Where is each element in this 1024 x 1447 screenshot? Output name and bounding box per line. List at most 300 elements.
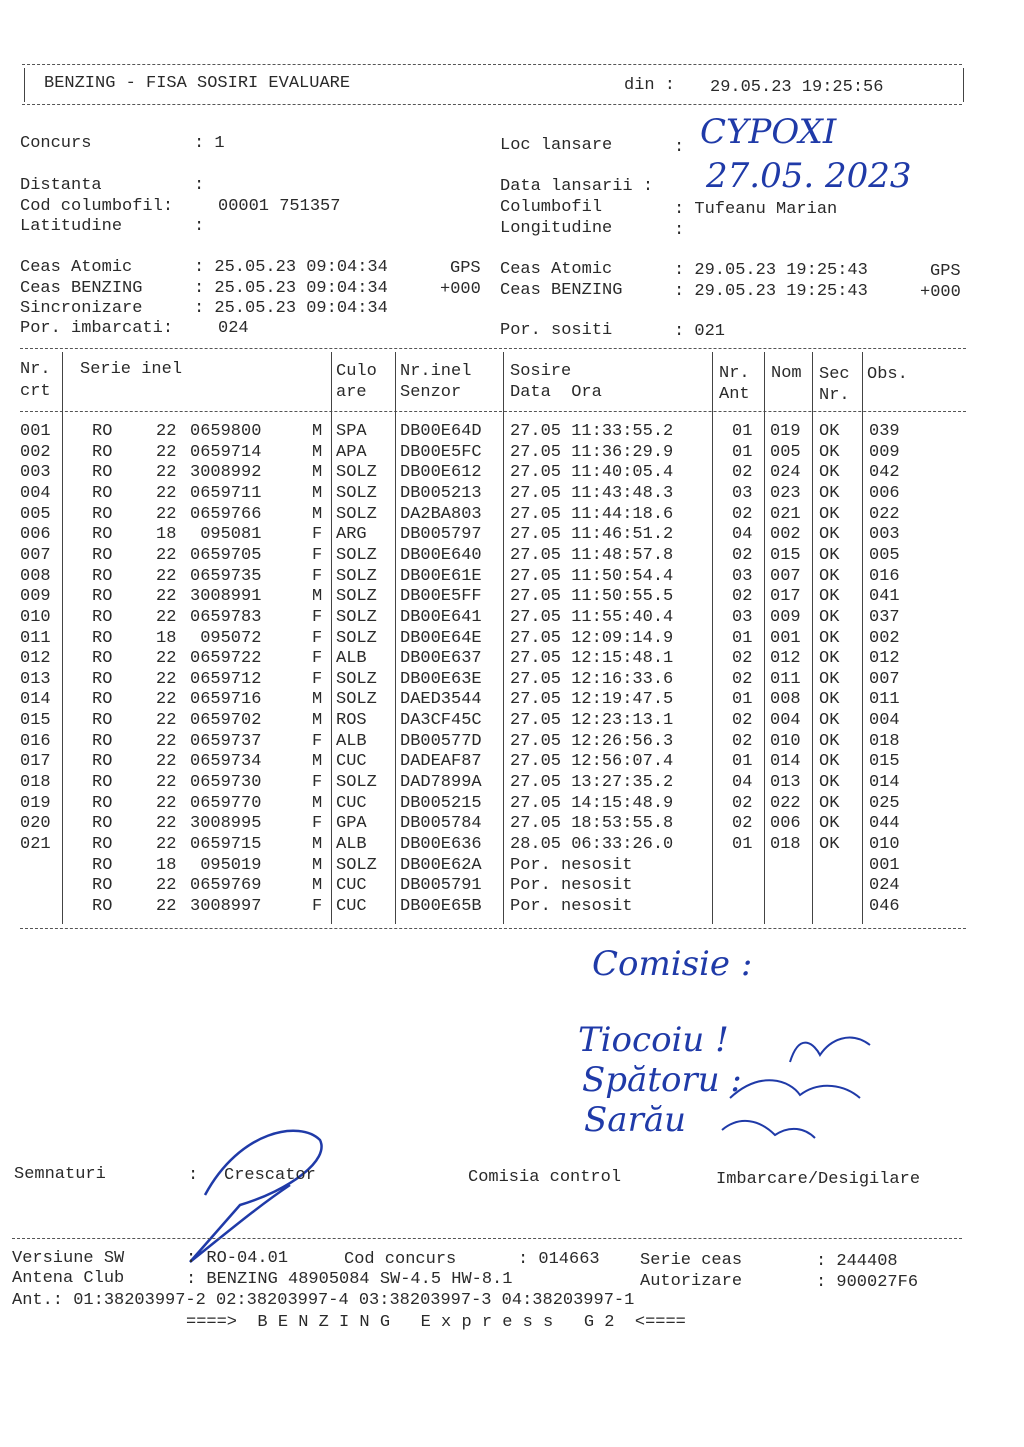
cell-country: RO	[92, 525, 113, 545]
cell-sensor: DB00E64D	[400, 422, 482, 441]
cell-sensor: DB005784	[400, 814, 482, 834]
cell-ring: 0659734	[190, 752, 262, 772]
cell-obs: 005	[869, 545, 900, 565]
cell-antenna: 02	[732, 793, 753, 813]
start-atomic-suffix: GPS	[450, 259, 481, 278]
cell-year: 22	[156, 422, 177, 441]
cell-antenna: 01	[732, 422, 753, 441]
longitudine-value: :	[674, 221, 685, 240]
cell-color: SOLZ	[336, 587, 377, 607]
hdr-culo-top: Culo	[336, 362, 377, 381]
cell-country: RO	[92, 814, 113, 834]
cell-ring: 3008995	[190, 814, 262, 834]
cell-sensor: DB005215	[400, 793, 482, 813]
cell-country: RO	[92, 483, 113, 503]
cell-antenna: 02	[732, 545, 753, 565]
cell-country: RO	[92, 690, 113, 710]
cell-sensor: DB00E640	[400, 545, 482, 565]
cell-antenna: 02	[732, 731, 753, 751]
cell-obs: 015	[869, 752, 900, 772]
cell-sex: F	[312, 525, 323, 545]
cell-antenna: 03	[732, 566, 753, 586]
cell-ring: 0659766	[190, 504, 262, 524]
table-row	[0, 463, 1024, 483]
cell-nom: 023	[770, 483, 801, 503]
cell-country: RO	[92, 731, 113, 751]
cell-year: 22	[156, 566, 177, 586]
cell-nom: 004	[770, 711, 801, 731]
semnaturi-label: Semnaturi	[14, 1165, 106, 1184]
cell-obs: 039	[869, 422, 900, 441]
cell-year: 22	[156, 835, 177, 854]
cell-nr: 003	[20, 463, 51, 483]
cell-country: RO	[92, 711, 113, 731]
cell-ring: 3008991	[190, 587, 262, 607]
cell-sec: OK	[819, 545, 840, 565]
cell-antenna: 01	[732, 442, 753, 462]
hdr-nrinel-bot: Senzor	[400, 383, 462, 402]
hdr-ant-top: Nr.	[719, 364, 750, 383]
cell-sec: OK	[819, 690, 840, 710]
cell-color: SOLZ	[336, 628, 377, 648]
latitudine-label: Latitudine	[20, 217, 123, 236]
antenna-list: Ant.: 01:38203997-2 02:38203997-4 03:38203997-3 04:38203997-1	[12, 1291, 635, 1310]
cell-sec: OK	[819, 669, 840, 689]
cell-sex: M	[312, 690, 323, 710]
cell-country: RO	[92, 566, 113, 586]
semnaturi-colon: :	[188, 1166, 199, 1185]
cell-sex: M	[312, 463, 323, 483]
cell-arrival: 27.05 11:40:05.4	[510, 463, 674, 483]
cell-nr: 016	[20, 731, 51, 751]
cell-antenna: 01	[732, 628, 753, 648]
cell-arrival: 27.05 12:19:47.5	[510, 690, 674, 710]
cell-arrival: 28.05 06:33:26.0	[510, 835, 674, 854]
cell-ring: 0659737	[190, 731, 262, 751]
cell-country: RO	[92, 835, 113, 854]
header-bottom-rule	[22, 104, 962, 105]
cell-obs: 041	[869, 587, 900, 607]
cell-ring: 095019	[190, 855, 262, 875]
cell-color: SOLZ	[336, 463, 377, 483]
imbarcati-value: 024	[218, 319, 249, 338]
cell-obs: 006	[869, 483, 900, 503]
din-label: din :	[624, 76, 676, 95]
cell-year: 22	[156, 504, 177, 524]
table-row	[0, 443, 1024, 463]
table-row	[0, 835, 1024, 855]
cell-sex: F	[312, 545, 323, 565]
cell-sex: F	[312, 731, 323, 751]
cell-sex: M	[312, 855, 323, 875]
cell-nom: 008	[770, 690, 801, 710]
cell-sensor: DADEAF87	[400, 752, 482, 772]
cell-color: ARG	[336, 525, 367, 545]
comisia-control-label: Comisia control	[468, 1168, 622, 1187]
cell-obs: 009	[869, 442, 900, 462]
data-lansarii-label: Data lansarii :	[500, 177, 654, 196]
cell-obs: 001	[869, 855, 900, 875]
cell-sensor: DB00E65B	[400, 896, 482, 916]
cell-ring: 0659705	[190, 545, 262, 565]
report-datetime: 29.05.23 19:25:56	[710, 78, 884, 97]
cell-color: GPA	[336, 814, 367, 834]
serie-ceas-value: : 244408	[816, 1252, 898, 1271]
cell-country: RO	[92, 587, 113, 607]
cell-nom: 024	[770, 463, 801, 483]
cell-year: 22	[156, 649, 177, 669]
versiune-value: : RO-04.01	[186, 1249, 289, 1268]
handwritten-sig3: Sarău	[584, 1100, 686, 1140]
cell-ring: 0659722	[190, 649, 262, 669]
table-row	[0, 773, 1024, 793]
cell-color: SOLZ	[336, 545, 377, 565]
cell-arrival: 27.05 12:09:14.9	[510, 628, 674, 648]
cell-year: 22	[156, 814, 177, 834]
cell-sensor: DB00E64E	[400, 628, 482, 648]
cell-arrival: 27.05 12:26:56.3	[510, 731, 674, 751]
cell-arrival: 27.05 12:16:33.6	[510, 669, 674, 689]
cell-sex: F	[312, 669, 323, 689]
cell-sec: OK	[819, 628, 840, 648]
cell-sensor: DB00577D	[400, 731, 482, 751]
brand-line: ====> B E N Z I N G E x p r e s s G 2 <====	[186, 1313, 686, 1332]
cell-sensor: DAED3544	[400, 690, 482, 710]
antena-label: Antena Club	[12, 1269, 125, 1288]
table-row	[0, 856, 1024, 876]
cell-country: RO	[92, 545, 113, 565]
start-benzing-label: Ceas BENZING	[20, 279, 143, 298]
cell-sec: OK	[819, 793, 840, 813]
cell-color: CUC	[336, 752, 367, 772]
cell-color: SPA	[336, 422, 367, 441]
cell-nr: 009	[20, 587, 51, 607]
cell-obs: 010	[869, 835, 900, 854]
cell-country: RO	[92, 442, 113, 462]
table-row	[0, 629, 1024, 649]
cell-nr: 014	[20, 690, 51, 710]
cell-ring: 3008997	[190, 896, 262, 916]
cell-arrival: 27.05 11:50:54.4	[510, 566, 674, 586]
cell-sex: M	[312, 711, 323, 731]
cell-sensor: DB00E63E	[400, 669, 482, 689]
cell-sensor: DA2BA803	[400, 504, 482, 524]
hdr-sosire-top: Sosire	[510, 362, 572, 381]
cell-country: RO	[92, 773, 113, 793]
cell-color: CUC	[336, 793, 367, 813]
cell-obs: 002	[869, 628, 900, 648]
cell-ring: 0659716	[190, 690, 262, 710]
cell-sex: M	[312, 876, 323, 896]
cell-year: 22	[156, 773, 177, 793]
cell-nom: 010	[770, 731, 801, 751]
cell-country: RO	[92, 855, 113, 875]
cell-obs: 046	[869, 896, 900, 916]
cell-sex: M	[312, 587, 323, 607]
cell-nr: 021	[20, 835, 51, 854]
distanta-value: :	[194, 176, 205, 195]
cell-nom: 017	[770, 587, 801, 607]
cell-color: CUC	[336, 896, 367, 916]
cell-sec: OK	[819, 773, 840, 793]
cell-antenna: 04	[732, 773, 753, 793]
handwritten-date: 27.05. 2023	[706, 156, 912, 196]
cell-year: 22	[156, 752, 177, 772]
antena-value: : BENZING 48905084 SW-4.5 HW-8.1	[186, 1270, 513, 1289]
cell-nom: 013	[770, 773, 801, 793]
cell-country: RO	[92, 876, 113, 896]
cell-sex: F	[312, 628, 323, 648]
cell-sex: M	[312, 793, 323, 813]
cell-obs: 025	[869, 793, 900, 813]
cell-nr: 002	[20, 442, 51, 462]
table-row	[0, 690, 1024, 710]
imbarcati-label: Por. imbarcati:	[20, 319, 174, 338]
table-row	[0, 546, 1024, 566]
cell-nom: 011	[770, 669, 801, 689]
cell-ring: 095081	[190, 525, 262, 545]
table-row	[0, 752, 1024, 772]
cell-nr: 007	[20, 545, 51, 565]
cell-nom: 018	[770, 835, 801, 854]
end-atomic-suffix: GPS	[930, 262, 961, 281]
crescator-label: Crescator	[224, 1166, 316, 1185]
cell-ring: 0659770	[190, 793, 262, 813]
cell-country: RO	[92, 463, 113, 483]
cell-year: 22	[156, 876, 177, 896]
cell-country: RO	[92, 607, 113, 627]
cell-sec: OK	[819, 566, 840, 586]
cell-nom: 001	[770, 628, 801, 648]
cell-sec: OK	[819, 483, 840, 503]
cell-antenna: 03	[732, 607, 753, 627]
cell-year: 22	[156, 793, 177, 813]
table-row	[0, 897, 1024, 917]
cell-nr: 010	[20, 607, 51, 627]
loc-lansare-label: Loc lansare	[500, 136, 613, 155]
cell-obs: 018	[869, 731, 900, 751]
cell-ring: 0659711	[190, 483, 262, 503]
cell-obs: 022	[869, 504, 900, 524]
cell-arrival: 27.05 18:53:55.8	[510, 814, 674, 834]
cell-ring: 0659735	[190, 566, 262, 586]
cell-arrival: 27.05 11:33:55.2	[510, 422, 674, 441]
cell-arrival: 27.05 12:23:13.1	[510, 711, 674, 731]
table-row	[0, 794, 1024, 814]
table-header-rule	[20, 411, 966, 412]
cell-color: SOLZ	[336, 483, 377, 503]
cell-year: 22	[156, 690, 177, 710]
cell-country: RO	[92, 504, 113, 524]
cell-year: 22	[156, 463, 177, 483]
header-top-rule	[22, 64, 962, 65]
cell-nr: 019	[20, 793, 51, 813]
cell-sex: F	[312, 566, 323, 586]
table-row	[0, 525, 1024, 545]
cell-sex: F	[312, 649, 323, 669]
hdr-sosire-bot: Data Ora	[510, 383, 602, 402]
header-right-border	[963, 68, 964, 102]
cell-obs: 037	[869, 607, 900, 627]
cell-nom: 014	[770, 752, 801, 772]
cell-arrival: Por. nesosit	[510, 896, 633, 916]
latitudine-value: :	[194, 217, 205, 236]
cell-color: SOLZ	[336, 607, 377, 627]
cell-sex: M	[312, 442, 323, 462]
cell-color: ROS	[336, 711, 367, 731]
cell-sensor: DB005791	[400, 876, 482, 896]
cell-nr: 015	[20, 711, 51, 731]
cell-obs: 012	[869, 649, 900, 669]
cell-obs: 011	[869, 690, 900, 710]
cell-year: 22	[156, 896, 177, 916]
cell-nr: 013	[20, 669, 51, 689]
cell-country: RO	[92, 793, 113, 813]
hdr-culo-bot: are	[336, 383, 367, 402]
end-benzing-label: Ceas BENZING	[500, 281, 623, 300]
cell-sensor: DAD7899A	[400, 773, 482, 793]
versiune-label: Versiune SW	[12, 1249, 125, 1268]
cell-sensor: DB00E641	[400, 607, 482, 627]
table-row	[0, 732, 1024, 752]
cell-year: 22	[156, 545, 177, 565]
table-row	[0, 422, 1024, 442]
cell-nr: 005	[20, 504, 51, 524]
table-row	[0, 814, 1024, 834]
cell-country: RO	[92, 422, 113, 441]
columbofil-value: : Tufeanu Marian	[674, 200, 838, 219]
cell-sec: OK	[819, 607, 840, 627]
autorizare-value: : 900027F6	[816, 1273, 919, 1292]
cell-color: SOLZ	[336, 504, 377, 524]
report-title: BENZING - FISA SOSIRI EVALUARE	[44, 74, 351, 93]
hdr-serie: Serie inel	[80, 360, 183, 379]
cell-arrival: 27.05 11:43:48.3	[510, 483, 674, 503]
cell-sensor: DB00E5FC	[400, 442, 482, 462]
start-benzing-suffix: +000	[440, 280, 481, 299]
cell-arrival: 27.05 13:27:35.2	[510, 773, 674, 793]
cell-year: 22	[156, 731, 177, 751]
cell-sex: M	[312, 752, 323, 772]
cell-year: 18	[156, 855, 177, 875]
concurs-label: Concurs	[20, 134, 92, 153]
cell-sec: OK	[819, 463, 840, 483]
cell-arrival: 27.05 11:36:29.9	[510, 442, 674, 462]
cell-nr: 018	[20, 773, 51, 793]
cell-sensor: DB00E62A	[400, 855, 482, 875]
cell-obs: 003	[869, 525, 900, 545]
cell-arrival: 27.05 14:15:48.9	[510, 793, 674, 813]
cell-nom: 005	[770, 442, 801, 462]
cell-antenna: 02	[732, 649, 753, 669]
cell-sex: F	[312, 773, 323, 793]
sincronizare-value: : 25.05.23 09:04:34	[194, 299, 388, 318]
cell-antenna: 02	[732, 463, 753, 483]
cell-antenna: 03	[732, 483, 753, 503]
cell-obs: 014	[869, 773, 900, 793]
cell-obs: 042	[869, 463, 900, 483]
table-top-rule	[20, 348, 966, 349]
start-atomic-label: Ceas Atomic	[20, 258, 133, 277]
cell-nom: 019	[770, 422, 801, 441]
cell-antenna: 01	[732, 835, 753, 854]
cell-year: 18	[156, 525, 177, 545]
cell-sensor: DB00E612	[400, 463, 482, 483]
hdr-sec-bot: Nr.	[819, 386, 850, 405]
end-atomic-label: Ceas Atomic	[500, 260, 613, 279]
cell-color: SOLZ	[336, 855, 377, 875]
handwritten-sig2: Spătoru :	[582, 1060, 742, 1100]
hdr-nr-top: Nr.	[20, 360, 51, 379]
cell-year: 22	[156, 587, 177, 607]
cell-sex: F	[312, 607, 323, 627]
table-row	[0, 711, 1024, 731]
cell-sensor: DB005213	[400, 483, 482, 503]
cell-nom: 012	[770, 649, 801, 669]
cell-nom: 009	[770, 607, 801, 627]
handwritten-comisie: Comisie :	[592, 944, 753, 984]
cell-arrival: 27.05 12:15:48.1	[510, 649, 674, 669]
cell-ring: 0659783	[190, 607, 262, 627]
cell-ring: 0659702	[190, 711, 262, 731]
cell-obs: 004	[869, 711, 900, 731]
cell-ring: 095072	[190, 628, 262, 648]
cell-sec: OK	[819, 649, 840, 669]
cell-nom: 006	[770, 814, 801, 834]
table-row	[0, 587, 1024, 607]
cell-sec: OK	[819, 504, 840, 524]
hdr-nr-bot: crt	[20, 382, 51, 401]
end-benzing-suffix: +000	[920, 283, 961, 302]
cell-sec: OK	[819, 422, 840, 441]
table-row	[0, 649, 1024, 669]
cell-antenna: 02	[732, 669, 753, 689]
cell-ring: 3008992	[190, 463, 262, 483]
cell-year: 22	[156, 607, 177, 627]
cell-sec: OK	[819, 731, 840, 751]
loc-lansare-colon: :	[674, 138, 685, 157]
cell-year: 22	[156, 669, 177, 689]
table-row	[0, 567, 1024, 587]
cell-ring: 0659769	[190, 876, 262, 896]
cell-color: ALB	[336, 835, 367, 854]
cell-nr: 017	[20, 752, 51, 772]
hdr-obs: Obs.	[867, 365, 908, 384]
cell-nr: 012	[20, 649, 51, 669]
cell-obs: 044	[869, 814, 900, 834]
footer-rule	[12, 1238, 962, 1239]
hdr-sec-top: Sec	[819, 365, 850, 384]
hdr-nom: Nom	[771, 364, 802, 383]
cell-sensor: DB005797	[400, 525, 482, 545]
cell-ring: 0659715	[190, 835, 262, 854]
cell-sec: OK	[819, 835, 840, 854]
cell-color: SOLZ	[336, 669, 377, 689]
table-bottom-rule	[20, 928, 966, 929]
end-benzing-value: : 29.05.23 19:25:43	[674, 282, 868, 301]
cell-nr: 011	[20, 628, 51, 648]
cell-year: 22	[156, 483, 177, 503]
columbofil-label: Columbofil	[500, 198, 603, 217]
cell-color: SOLZ	[336, 773, 377, 793]
cell-nr: 006	[20, 525, 51, 545]
cell-antenna: 02	[732, 711, 753, 731]
cell-country: RO	[92, 752, 113, 772]
cell-sex: M	[312, 835, 323, 854]
cell-nom: 007	[770, 566, 801, 586]
cell-year: 22	[156, 442, 177, 462]
hdr-ant-bot: Ant	[719, 385, 750, 404]
